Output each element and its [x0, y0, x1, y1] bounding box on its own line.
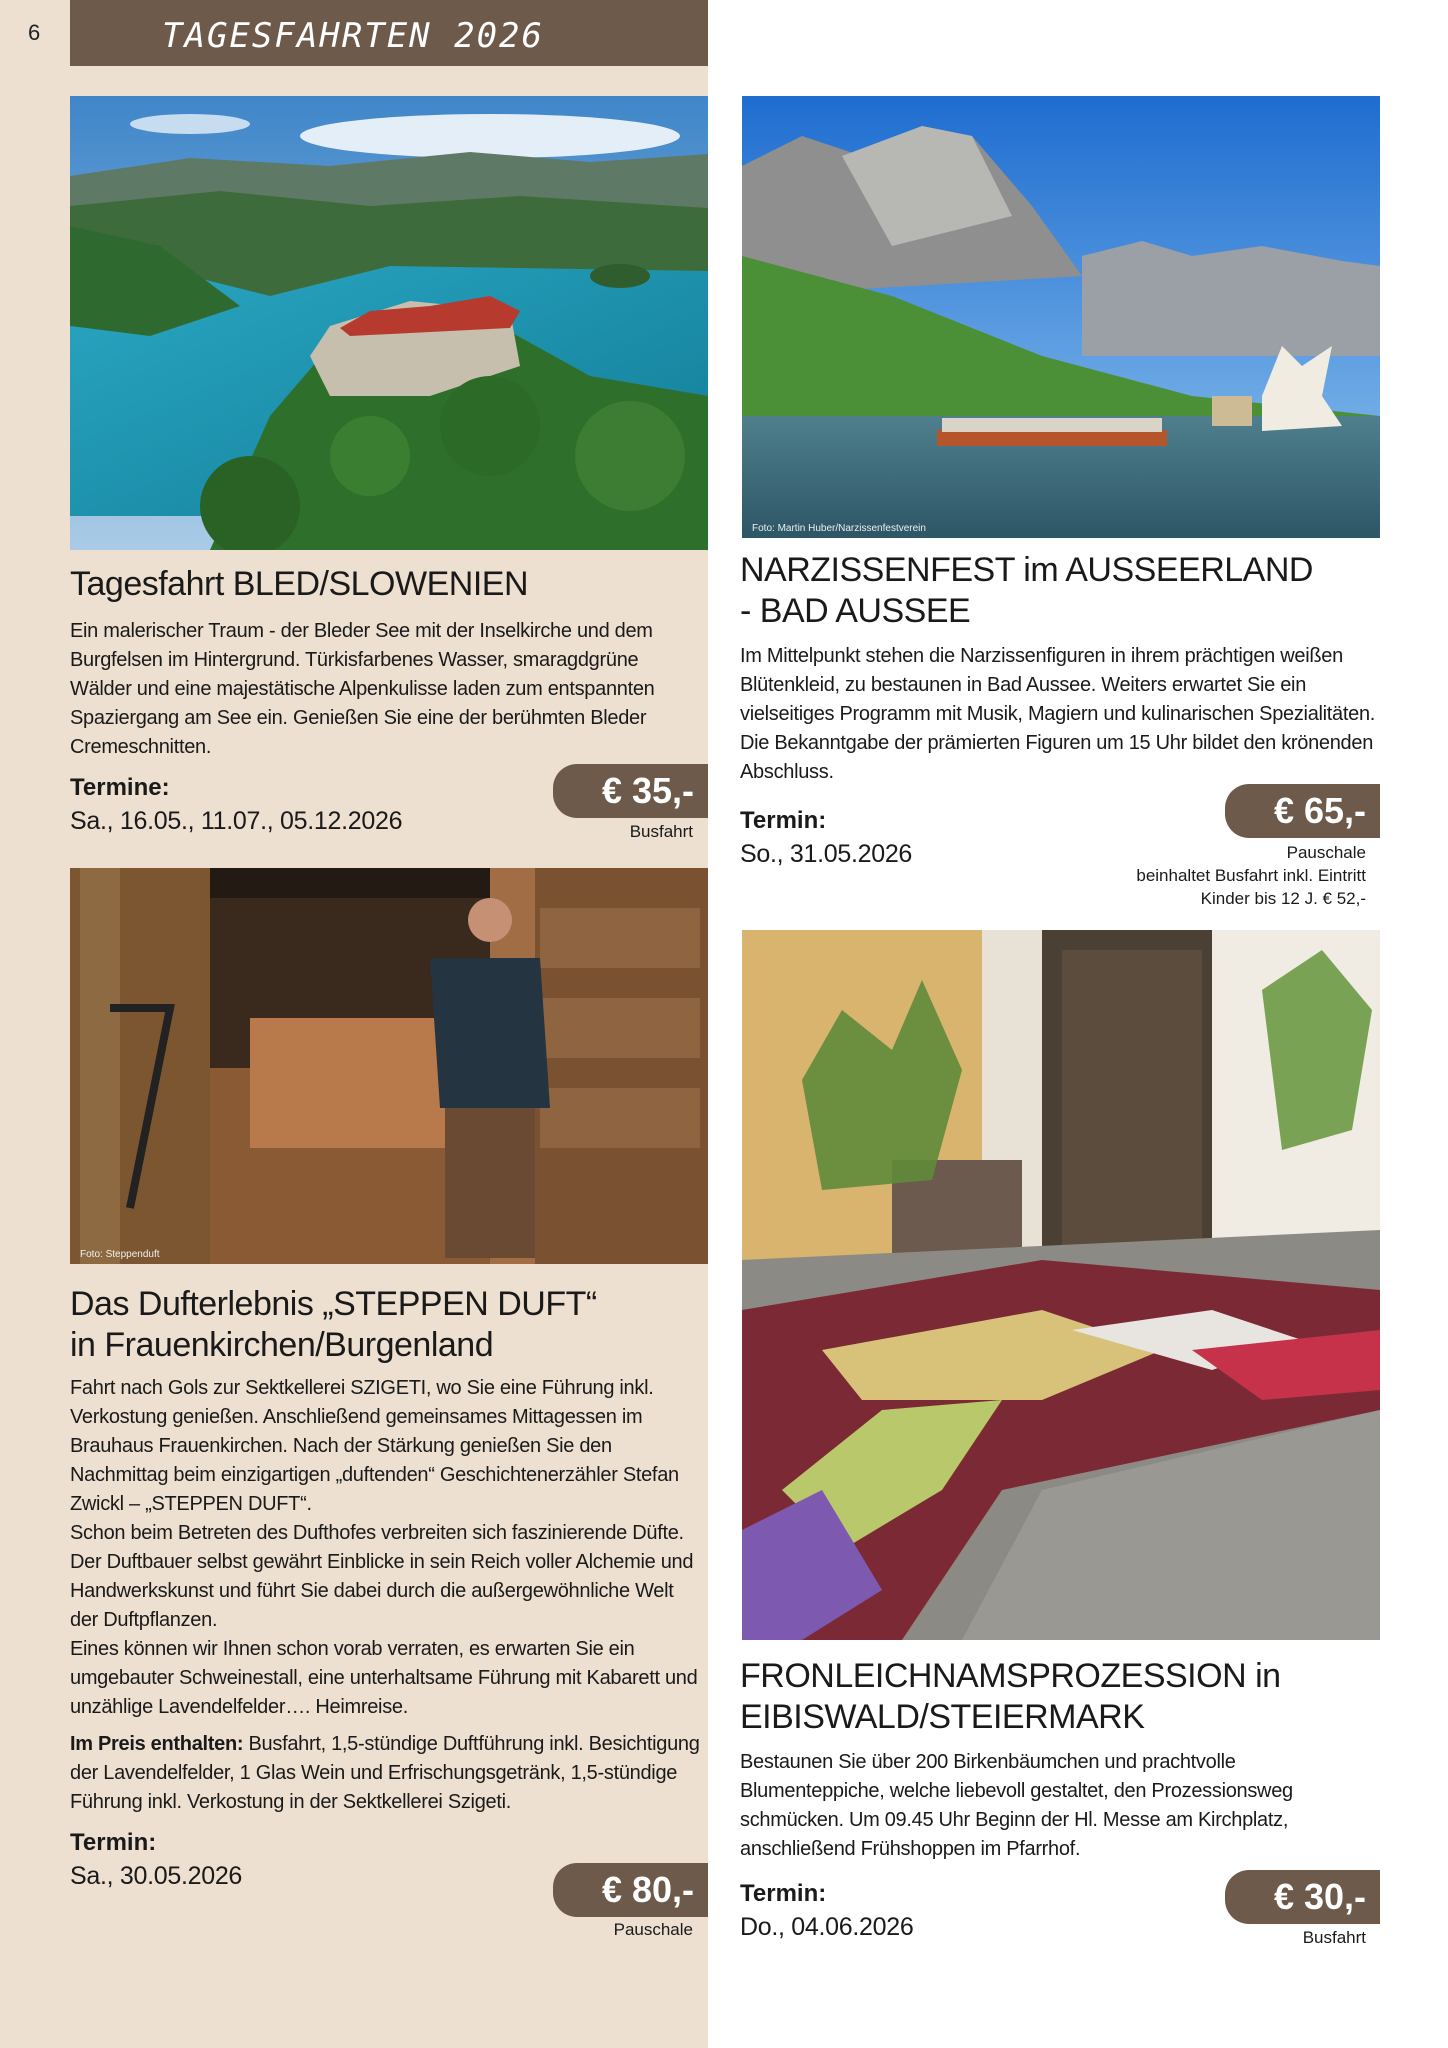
price-note: Pauschale	[613, 1920, 693, 1939]
price-badge: € 35,-	[553, 764, 708, 818]
included-text: Busfahrt, 1,5-stündige Duftführung inkl. Besichtigung der Lavendelfelder, 1 Glas Wein und Erfrischungsgetränk, 1,5-stündige Führung inkl. Verkostung in der Sektkellerei Szigeti.	[70, 1733, 700, 1813]
price-note-children: Kinder bis 12 J. € 52,-	[1200, 889, 1366, 908]
narzissenfest-photo	[742, 96, 1380, 538]
page-header-title: TAGESFAHRTEN 2026	[162, 16, 544, 56]
trip-title: NARZISSENFEST im AUSSEERLAND	[740, 551, 1313, 589]
trip-description-2: Schon beim Betreten des Dufthofes verbreiten sich faszinierende Düfte. Der Duftbauer selbst gewährt Einblicke in sein Reich voller Alchemie und Handwerkskunst und führt Sie dabei durch die außergewöhnliche Welt der Duftpflanzen.	[70, 1522, 694, 1631]
page-number: 6	[0, 0, 68, 66]
trip-dates: Do., 04.06.2026	[740, 1913, 914, 1941]
price-note-detail: beinhaltet Busfahrt inkl. Eintritt	[1136, 866, 1366, 885]
trip-title-line2: - BAD AUSSEE	[740, 592, 971, 630]
dates-label: Termin:	[740, 1880, 827, 1907]
trip-description: Im Mittelpunkt stehen die Narzissenfiguren in ihrem prächtigen weißen Blütenkleid, zu bestaunen in Bad Aussee. Weiters erwartet Sie ein vielseitiges Programm mit Musik, Magiern und kulinarischen Spezialitäten. Die Bekanntgabe der prämierten Figuren um 15 Uhr bildet den krönenden Abschluss.	[740, 645, 1376, 783]
trip-title: Tagesfahrt BLED/SLOWENIEN	[70, 565, 529, 603]
photo-credit: Foto: Steppenduft	[80, 1249, 160, 1260]
price-note: Busfahrt	[1302, 1928, 1366, 1947]
trip-description-3: Eines können wir Ihnen schon vorab verraten, es erwarten Sie ein umgebauter Schweinestall, eine unterhaltsame Führung mit Kabarett und unzählige Lavendelfelder…. Heimreise.	[70, 1638, 698, 1718]
trip-title: Das Dufterlebnis „STEPPEN DUFT“	[70, 1285, 597, 1323]
price-badge: € 80,-	[553, 1863, 708, 1917]
dates-label: Termin:	[740, 807, 827, 834]
trip-description: Ein malerischer Traum - der Bleder See mit der Inselkirche und dem Burgfelsen im Hintergrund. Türkisfarbenes Wasser, smaragdgrüne Wälder und eine majestätische Alpenkulisse laden zum entspannten Spaziergang am See ein. Genießen Sie eine der berühmten Bleder Cremeschnitten.	[70, 620, 655, 758]
bled-photo	[70, 96, 708, 550]
trip-title: FRONLEICHNAMSPROZESSION in	[740, 1657, 1281, 1695]
trip-description: Fahrt nach Gols zur Sektkellerei SZIGETI, wo Sie eine Führung inkl. Verkostung genießen. Anschließend gemeinsames Mittagessen im Brauhaus Frauenkirchen. Nach der Stärkung genießen Sie den Nachmittag beim einzigartigen „duftenden“ Geschichtenerzähler Stefan Zwickl – „STEPPEN DUFT“.	[70, 1377, 679, 1515]
included-services	[70, 1730, 700, 1817]
included-label: Im Preis enthalten:	[70, 1733, 244, 1755]
price-note: Busfahrt	[629, 822, 693, 841]
dates-label: Termine:	[70, 774, 170, 801]
trip-dates: Sa., 30.05.2026	[70, 1862, 243, 1890]
photo-credit: Foto: Martin Huber/Narzissenfestverein	[752, 523, 926, 534]
steppenduft-photo	[70, 868, 708, 1264]
trip-dates: So., 31.05.2026	[740, 840, 913, 868]
trip-title-line2: in Frauenkirchen/Burgenland	[70, 1326, 494, 1364]
price-badge: € 30,-	[1225, 1870, 1380, 1924]
trip-dates: Sa., 16.05., 11.07., 05.12.2026	[70, 807, 403, 835]
fronleichnam-photo	[742, 930, 1380, 1640]
price-note: Pauschale	[1286, 843, 1366, 862]
trip-title-line2: EIBISWALD/STEIERMARK	[740, 1698, 1145, 1736]
trip-description: Bestaunen Sie über 200 Birkenbäumchen und prachtvolle Blumenteppiche, welche liebevoll gestaltet, den Prozessionsweg schmücken. Um 09.45 Uhr Beginn der Hl. Messe am Kirchplatz, anschließend Frühshoppen im Pfarrhof.	[740, 1751, 1293, 1860]
price-badge: € 65,-	[1225, 784, 1380, 838]
dates-label: Termin:	[70, 1829, 157, 1856]
